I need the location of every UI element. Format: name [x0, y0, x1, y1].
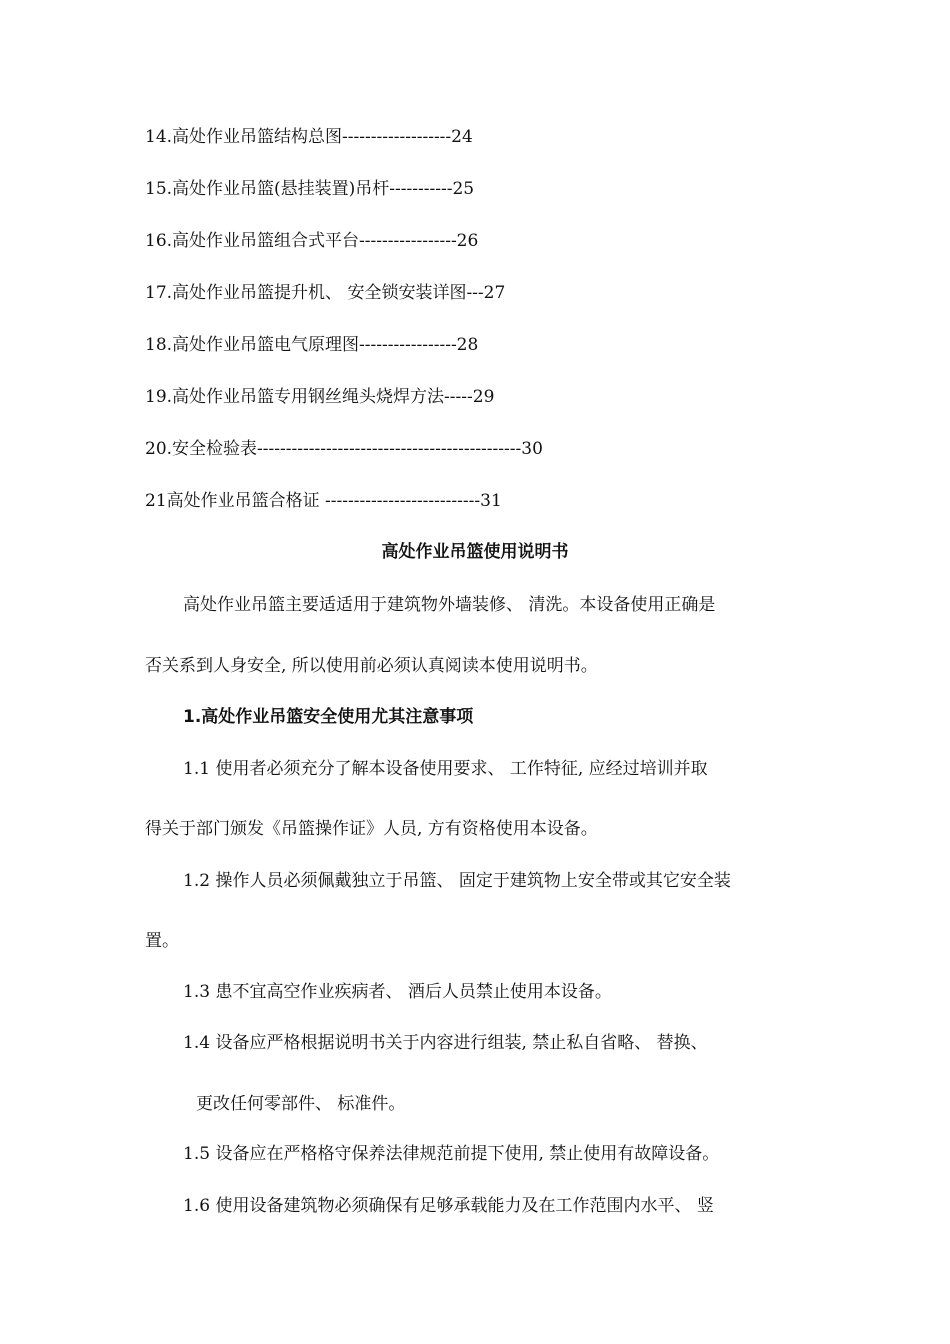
toc-entry-21: 21高处作业吊篮合格证 ---------------------------31 — [145, 491, 502, 511]
item-1-4-line-2: 更改任何零部件、 标准件。 — [196, 1094, 406, 1114]
item-1-2-line-1: 1.2 操作人员必须佩戴独立于吊篮、 固定于建筑物上安全带或其它安全装 — [183, 871, 731, 891]
item-1-5: 1.5 设备应在严格格守保养法律规范前提下使用, 禁止使用有故障设备。 — [183, 1144, 720, 1164]
toc-entry-15: 15.高处作业吊篮(悬挂装置)吊杆-----------25 — [145, 179, 475, 199]
toc-entry-18: 18.高处作业吊篮电气原理图-----------------28 — [145, 335, 479, 355]
intro-line-1: 高处作业吊篮主要适适用于建筑物外墙装修、 清洗。本设备使用正确是 — [183, 595, 716, 615]
toc-entry-16: 16.高处作业吊篮组合式平台-----------------26 — [145, 231, 479, 251]
toc-entry-14: 14.高处作业吊篮结构总图-------------------24 — [145, 127, 473, 147]
section-1-heading: 1.高处作业吊篮安全使用尤其注意事项 — [183, 707, 474, 727]
item-1-1-line-2: 得关于部门颁发《吊篮操作证》人员, 方有资格使用本设备。 — [145, 819, 598, 839]
toc-entry-20: 20.安全检验表----------------------------------------------30 — [145, 439, 543, 459]
item-1-3: 1.3 患不宜高空作业疾病者、 酒后人员禁止使用本设备。 — [183, 982, 612, 1002]
item-1-4-line-1: 1.4 设备应严格根据说明书关于内容进行组装, 禁止私自省略、 替换、 — [183, 1033, 708, 1053]
item-1-6-line-1: 1.6 使用设备建筑物必须确保有足够承载能力及在工作范围内水平、 竖 — [183, 1196, 714, 1216]
manual-title: 高处作业吊篮使用说明书 — [381, 542, 569, 562]
item-1-2-line-2: 置。 — [145, 931, 179, 951]
intro-line-2: 否关系到人身安全, 所以使用前必须认真阅读本使用说明书。 — [145, 656, 598, 676]
toc-entry-17: 17.高处作业吊篮提升机、 安全锁安装详图---27 — [145, 283, 506, 303]
toc-entry-19: 19.高处作业吊篮专用钢丝绳头烧焊方法-----29 — [145, 387, 495, 407]
item-1-1-line-1: 1.1 使用者必须充分了解本设备使用要求、 工作特征, 应经过培训并取 — [183, 759, 708, 779]
